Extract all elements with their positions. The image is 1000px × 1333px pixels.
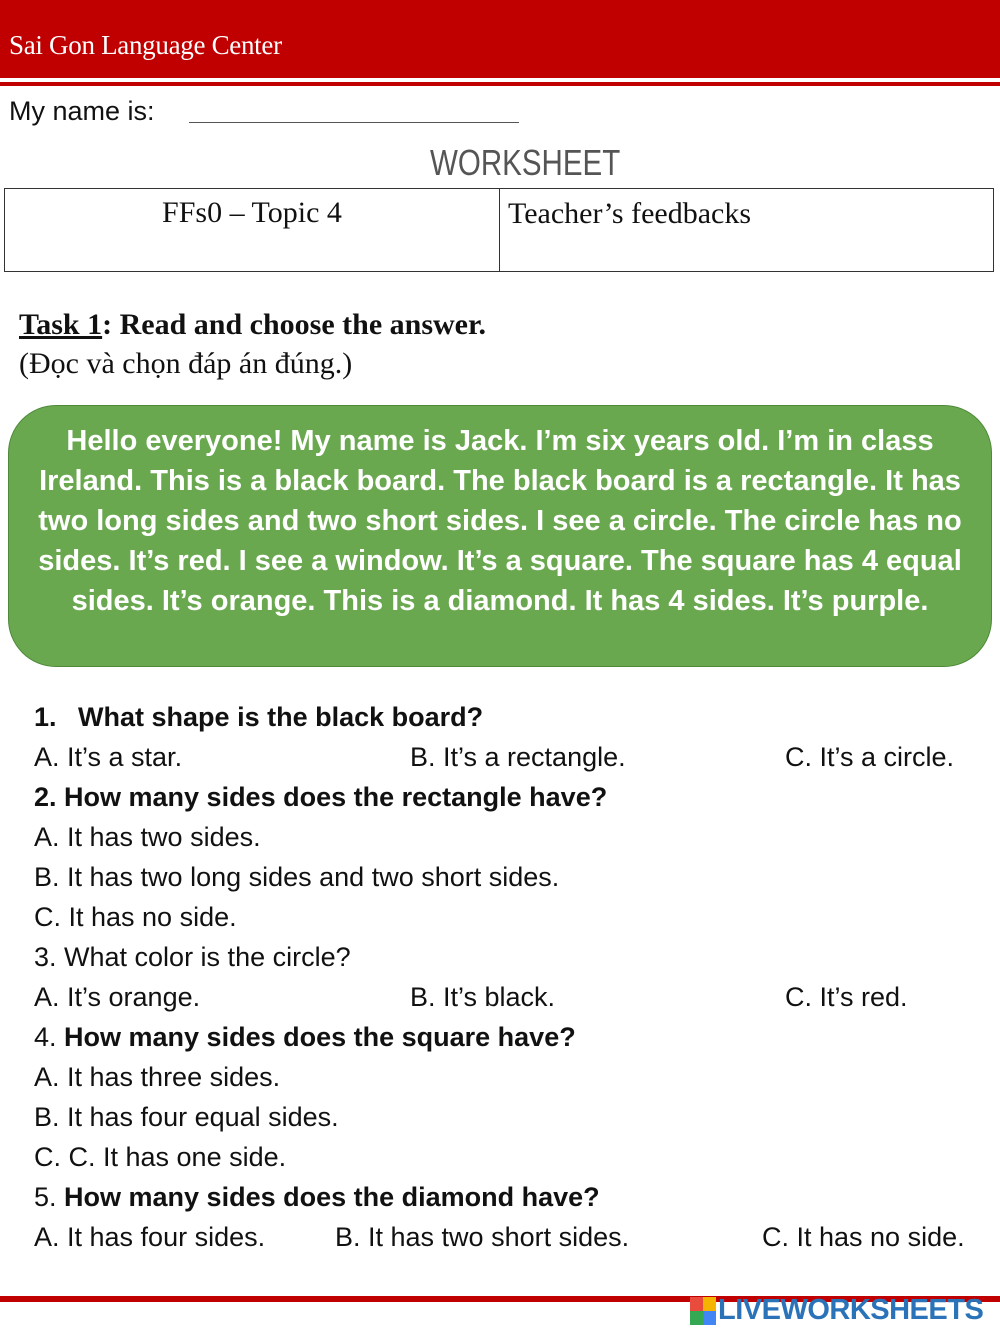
task-number: Task 1 [19,308,103,341]
question-4 [34,1022,576,1053]
reading-passage: Hello everyone! My name is Jack. I’m six years old. I’m in class Ireland. This is a black board. The black board is a rectangle. It has two long sides and two short sides. I see a circle. The circle has no sides. It’s red. I see a window. It’s a square. The square has 4 equal sides. It’s orange. This is a diamond. It has 4 sides. It’s purple. [8,405,992,667]
liveworksheets-logo-text: LIVEWORKSHEETS [718,1294,984,1326]
header-title: Sai Gon Language Center [9,30,282,60]
name-input-line[interactable] [189,122,519,123]
worksheet-title: WORKSHEET [430,142,621,183]
q5-option-b[interactable]: B. It has two short sides. [335,1222,630,1252]
liveworksheets-logo [690,1294,983,1327]
question-5-text: How many sides does the diamond have? [64,1182,600,1212]
question-1-number: 1. [34,702,57,732]
question-5 [34,1182,600,1213]
question-4-text: How many sides does the square have? [64,1022,576,1052]
q3-option-c[interactable]: C. It’s red. [785,982,908,1012]
task-title [19,308,486,342]
q3-option-b[interactable]: B. It’s black. [410,982,556,1012]
q2-option-c[interactable]: C. It has no side. [34,902,237,932]
question-2: 2. How many sides does the rectangle have? [34,782,608,812]
q4-option-c[interactable]: C. C. It has one side. [34,1142,287,1172]
liveworksheets-logo-icon [690,1297,716,1325]
info-table [4,188,994,272]
q1-option-b[interactable]: B. It’s a rectangle. [410,742,626,772]
q4-option-a[interactable]: A. It has three sides. [34,1062,281,1092]
question-3: 3. What color is the circle? [34,942,351,972]
question-4-number: 4. [34,1022,65,1052]
task-instruction: : Read and choose the answer. [102,308,487,341]
q5-option-a[interactable]: A. It has four sides. [34,1222,266,1252]
q3-option-a[interactable]: A. It’s orange. [34,982,201,1012]
q1-option-c[interactable]: C. It’s a circle. [785,742,955,772]
course-cell: FFs0 – Topic 4 [5,189,500,271]
task-subtitle: (Đọc và chọn đáp án đúng.) [19,347,353,380]
question-1-text: What shape is the black board? [78,702,484,732]
q4-option-b[interactable]: B. It has four equal sides. [34,1102,339,1132]
q5-option-c[interactable]: C. It has no side. [762,1222,965,1252]
name-label: My name is: [9,96,155,126]
question-1 [34,702,483,733]
header-divider [0,82,1000,86]
feedback-cell: Teacher’s feedbacks [508,197,752,230]
question-5-number: 5. [34,1182,65,1212]
q2-option-a[interactable]: A. It has two sides. [34,822,261,852]
q2-option-b[interactable]: B. It has two long sides and two short sides. [34,862,560,892]
q1-option-a[interactable]: A. It’s a star. [34,742,183,772]
